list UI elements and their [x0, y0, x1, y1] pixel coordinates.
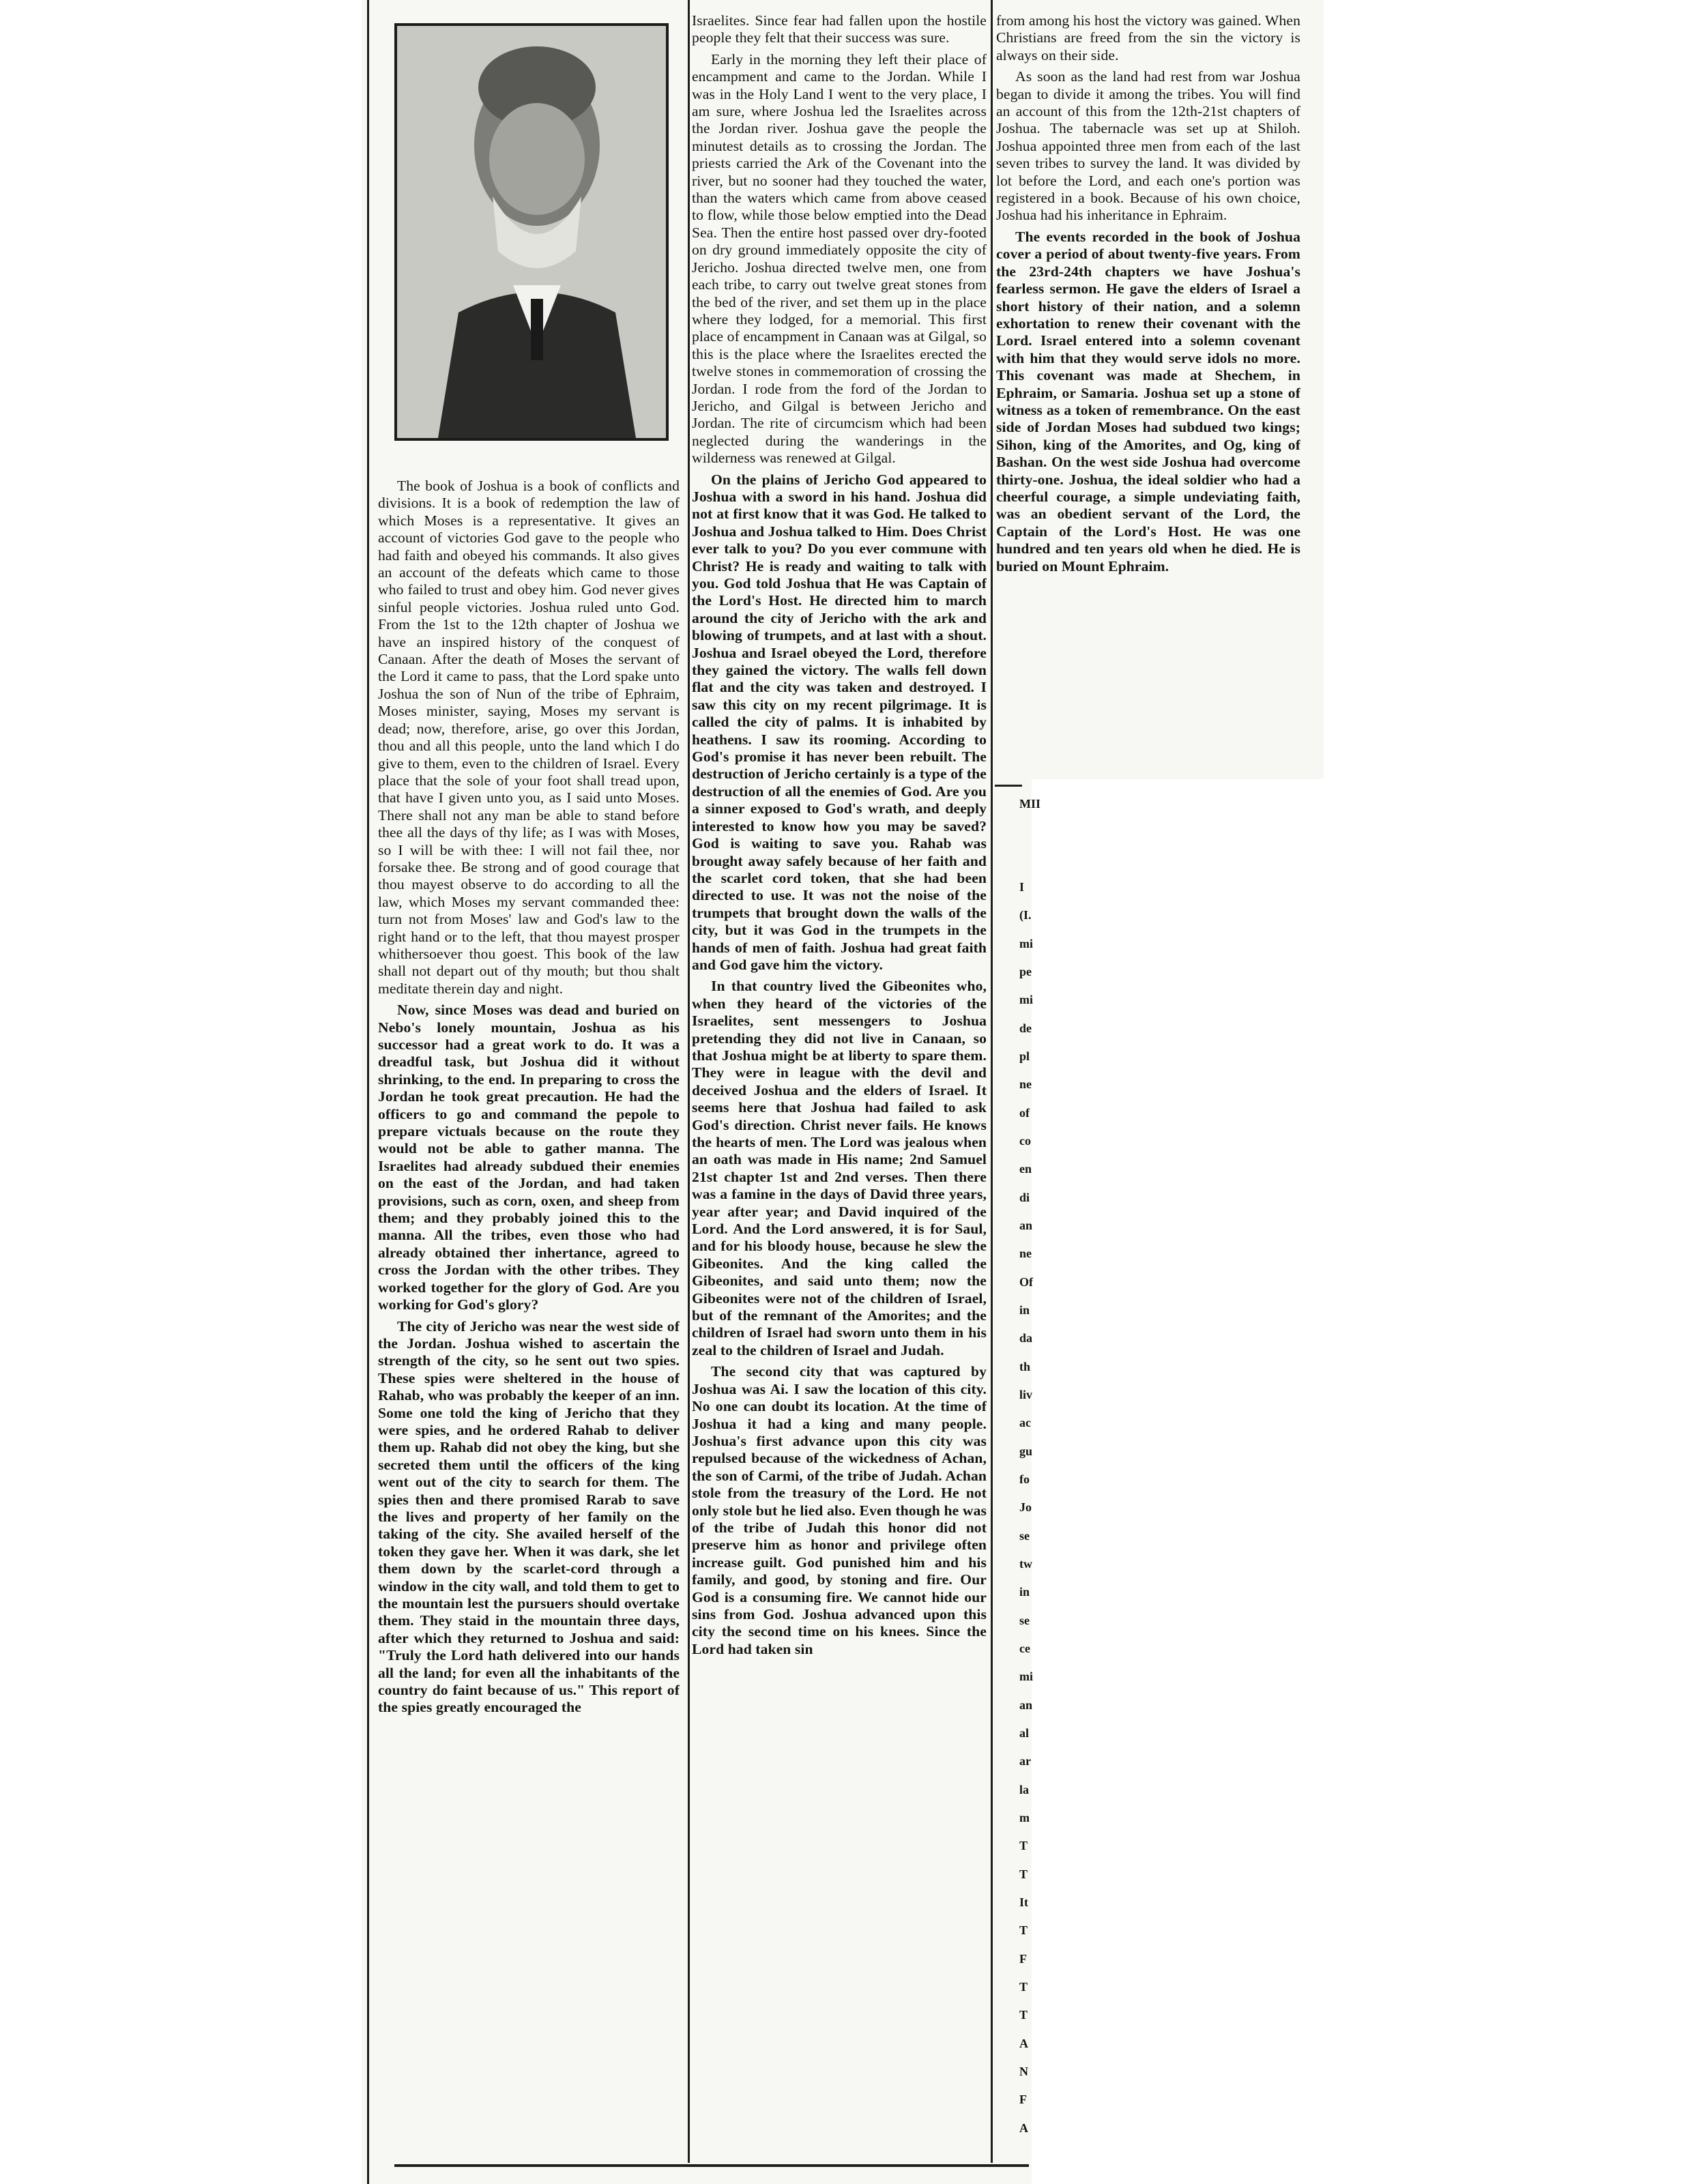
- adjacent-column-fragment: F: [1019, 1952, 1027, 1966]
- adjacent-column-fragment: di: [1019, 1191, 1030, 1204]
- adjacent-column-fragment: F: [1019, 2093, 1027, 2106]
- adjacent-column-fragment: pl: [1019, 1049, 1030, 1063]
- adjacent-column-fragment: se: [1019, 1614, 1030, 1627]
- adjacent-column-fragment: Of: [1019, 1275, 1033, 1289]
- column-3: [996, 12, 1300, 770]
- paragraph: The second city that was captured by Joshua was Ai. I saw the location of this city. No one can doubt its location. At the time of Joshua it had a king and many people. Joshua's first advance upon this city was repulsed because of the wickedness of Achan, the son of Carmi, of the tribe of Judah. Achan stole from the treasury of the Lord. He not only stole but he lied also. Even though he was of the tribe of Judah this honor did not preserve him as honor and privilege often increase guilt. God punished him and his family, and good, by stoning and fire. Our God is a consuming fire. We cannot hide our sins from God. Joshua advanced upon this city the second time on his knees. Since the Lord had taken sin: [692, 1363, 987, 1657]
- paragraph: The events recorded in the book of Joshua cover a period of about twenty-five years. From the 23rd-24th chapters we have Joshua's fearless sermon. He gave the elders of Israel a short history of their nation, and a solemn exhortation to renew their covenant with the Lord. Israel entered into a solemn covenant with him that they would serve idols no more. This covenant was made at Shechem, in Ephraim, or Samaria. Joshua set up a stone of witness as a token of remembrance. On the east side of Jordan Moses had subdued two kings; Sihon, king of the Amorites, and Og, king of Bashan. On the west side Joshua had overcome thirty-one. Joshua, the ideal soldier who had a cheerful courage, a simple undeviating faith, was an obedient servant of the Lord, the Captain of the Lord's Host. He was one hundred and ten years old when he died. He is buried on Mount Ephraim.: [996, 228, 1300, 574]
- adjacent-column-fragment: th: [1019, 1360, 1031, 1373]
- adjacent-column-fragment: (I.: [1019, 908, 1032, 922]
- adjacent-column-fragment: T: [1019, 1923, 1028, 1937]
- adjacent-column-fragment: T: [1019, 1980, 1028, 1994]
- paragraph: As soon as the land had rest from war Joshua began to divide it among the tribes. You will find an account of this from the 12th-21st chapters of Joshua. The tabernacle was set up at Shiloh. Joshua appointed three men from each of the last seven tribes to survey the land. It was divided by lot before the Lord, and each one's portion was registered in a book. Because of his own choice, Joshua had his inheritance in Ephraim.: [996, 68, 1300, 224]
- column-rule-2: [991, 0, 993, 2163]
- adjacent-column-fragment: N: [1019, 2065, 1028, 2078]
- adjacent-column-fragment: al: [1019, 1726, 1030, 1740]
- column-1: [378, 478, 680, 2163]
- adjacent-column-fragment: la: [1019, 1783, 1030, 1796]
- blank-margin: [1032, 779, 1688, 2184]
- paragraph: from among his host the victory was gained. When Christians are freed from the sin the victory is always on their side.: [996, 12, 1300, 63]
- paragraph: Israelites. Since fear had fallen upon the hostile people they felt that their success was sure.: [692, 12, 987, 46]
- adjacent-column-fragment: A: [1019, 2121, 1028, 2135]
- paragraph: Early in the morning they left their place of encampment and came to the Jordan. While I was in the Holy Land I went to the very place, I am sure, where Joshua led the Israelites across the Jordan river. Joshua gave the people the minutest details as to crossing the Jordan. The priests carried the Ark of the Covenant into the river, but no sooner had they touched the water, than the waters which came from above ceased to flow, while those below emptied into the Dead Sea. Then the entire host passed over dry-footed on dry ground immediately opposite the city of Jericho. Joshua directed twelve men, one from each tribe, to carry out twelve great stones from the bed of the river, and set them up in the place where they lodged, for a memorial. This first place of encampment in Canaan was at Gilgal, so this is the place where the Israelites erected the twelve stones in commemoration of crossing the Jordan. I rode from the ford of the Jordan to Jericho, and Gilgal is between Jericho and Jordan. The rite of circumcism which had been neglected during the wanderings in the wilderness was renewed at Gilgal.: [692, 50, 987, 467]
- column-2: [692, 12, 987, 2161]
- adjacent-column-fragment: ne: [1019, 1077, 1032, 1091]
- adjacent-column-fragment: pe: [1019, 965, 1032, 978]
- adjacent-column-fragment: of: [1019, 1106, 1030, 1120]
- adjacent-column-fragment: de: [1019, 1021, 1032, 1035]
- adjacent-column-fragment: It: [1019, 1895, 1028, 1909]
- column-rule-1: [688, 0, 690, 2163]
- paragraph: The city of Jericho was near the west side of the Jordan. Joshua wished to ascertain the strength of the city, so he sent out two spies. These spies were sheltered in the house of Rahab, who was probably the keeper of an inn. Some one told the king of Jericho that they were spies, and he ordered Rahab to deliver them up. Rahab did not obey the king, but she secreted them until the officers of the king went out of the city to search for them. The spies then and there promised Rarab to save the lives and property of her family on the taking of the city. She availed herself of the token they gave her. When it was dark, she let them down by the scarlet-cord through a window in the city wall, and told them to get to the mountain lest the pursuers should overtake them. They staid in the mountain three days, after which they returned to Joshua and said: "Truly the Lord hath delivered into our hands all the land; for even all the inhabitants of the country do faint because of us." This report of the spies greatly encouraged the: [378, 1317, 680, 1716]
- adjacent-column-fragment: da: [1019, 1331, 1033, 1345]
- adjacent-column-fragment: an: [1019, 1698, 1033, 1712]
- section-rule: [995, 785, 1022, 787]
- adjacent-column-fragment: ac: [1019, 1416, 1031, 1429]
- adjacent-column-fragment: liv: [1019, 1388, 1033, 1401]
- author-portrait: [394, 23, 669, 441]
- adjacent-column-fragment: se: [1019, 1529, 1030, 1543]
- adjacent-column-heading: MII: [1019, 797, 1041, 811]
- paragraph: On the plains of Jericho God appeared to Joshua with a sword in his hand. Joshua did not at first know that it was God. He talked to Joshua and Joshua talked to Him. Does Christ ever talk to you? Do you ever commune with Christ? He is ready and waiting to talk with you. God told Joshua that He was Captain of the Lord's Host. He directed him to march around the city of Jericho with the ark and blowing of trumpets, and at last with a shout. Joshua and Israel obeyed the Lord, therefore they gained the victory. The walls fell down flat and the city was taken and destroyed. I saw this city on my recent pilgrimage. It is called the city of palms. It is inhabited by heathens. I saw its rooming. According to God's promise it has never been rebuilt. The destruction of Jericho certainly is a type of the destruction of all the enemies of God. Are you a sinner exposed to God's wrath, and deeply interested to know how you may be saved? God is waiting to save you. Rahab was brought away safely because of her faith and the scarlet cord token, that she had been directed to use. It was not the noise of the trumpets that brought down the walls of the city, but it was God in the trumpets in the hands of men of faith. Joshua had great faith and God gave him the victory.: [692, 471, 987, 973]
- adjacent-column-fragment: mi: [1019, 1670, 1033, 1683]
- adjacent-column-fragment: mi: [1019, 937, 1033, 950]
- adjacent-column-fragment: T: [1019, 2008, 1028, 2022]
- adjacent-column-fragment: en: [1019, 1162, 1032, 1176]
- adjacent-column-fragment: mi: [1019, 993, 1033, 1006]
- paragraph: Now, since Moses was dead and buried on Nebo's lonely mountain, Joshua as his successor had a great work to do. It was a dreadful task, but Joshua did it without shrinking, to the end. In preparing to cross the Jordan he took great precaution. He had the officers to go and command the pepole to prepare victuals because on the route they would not be able to gather manna. The Israelites had already subdued their enemies on the east of the Jordan, and had taken provisions, such as corn, oxen, and sheep from them; and they probably joined this to the manna. All the tribes, even those who had already obtained ther inhertance, agreed to cross the Jordan with the other tribes. They worked together for the glory of God. Are you working for God's glory?: [378, 1002, 680, 1313]
- adjacent-column-fragment: ne: [1019, 1247, 1032, 1260]
- paragraph: In that country lived the Gibeonites who, when they heard of the victories of the Israelites, sent messengers to Joshua pretending they did not live in Canaan, so that Joshua might be at liberty to spare them. They were in league with the devil and deceived Joshua and the elders of Israel. It seems here that Joshua had failed to ask God's direction. Christ never fails. He knows the hearts of men. The Lord was jealous when an oath was made in His name; 2nd Samuel 21st chapter 1st and 2nd verses. Then there was a famine in the days of David three years, year after year; and David inquired of the Lord. And the Lord answered, it is for Saul, and for his bloody house, because he slew the Gibeonites. And the king called the Gibeonites, and said unto them; now the Gibeonites were not of the children of Israel, but of the remnant of the Amorites; and the children of Israel had sworn unto them in his zeal to the children of Israel and Judah.: [692, 978, 987, 1358]
- adjacent-column-fragment: A: [1019, 2037, 1028, 2050]
- adjacent-column-fragment: m: [1019, 1811, 1030, 1824]
- adjacent-column-fragment: co: [1019, 1134, 1031, 1148]
- bottom-rule: [394, 2164, 1029, 2167]
- adjacent-column-fragment: T: [1019, 1839, 1028, 1852]
- adjacent-column-fragment: an: [1019, 1219, 1033, 1232]
- adjacent-column-fragment: in: [1019, 1303, 1030, 1317]
- adjacent-column-fragment: ce: [1019, 1642, 1030, 1655]
- adjacent-column-fragment: tw: [1019, 1557, 1032, 1571]
- adjacent-column-fragment: I: [1019, 880, 1025, 894]
- adjacent-column-fragment: in: [1019, 1585, 1030, 1599]
- adjacent-column-fragment: gu: [1019, 1444, 1033, 1458]
- paragraph: The book of Joshua is a book of conflicts and divisions. It is a book of redemption the law of which Moses is a representative. It gives an account of victories God gave to the people who had faith and obeyed his commands. It also gives an account of the defeats which came to those who failed to trust and obey him. God never gives sinful people victories. Joshua ruled unto God. From the 1st to the 12th chapter of Joshua we have an inspired history of the conquest of Canaan. After the death of Moses the servant of the Lord it came to pass, that the Lord spake unto Joshua the son of Nun of the tribe of Ephraim, Moses minister, saying, Moses my servant is dead; now, therefore, arise, go over this Jordan, thou and all this people, unto the land which I do give to them, even to the children of Israel. Every place that the sole of your foot shall tread upon, that have I given unto you, as I said unto Moses. There shall not any man be able to stand before thee all the days of thy life; as I was with Moses, so I will be with thee: I will not fail thee, nor forsake thee. Be strong and of good courage that thou mayest observe to do according to all the law, which Moses my servant commanded thee: turn not from Moses' law and God's law to the right hand or to the left, that thou mayest prosper whithersoever thou goest. This book of the law shall not depart out of thy mouth; but thou shalt meditate therein day and night.: [378, 478, 680, 997]
- adjacent-column-fragment: fo: [1019, 1472, 1030, 1486]
- adjacent-column-fragment: Jo: [1019, 1500, 1032, 1514]
- left-border-rule: [367, 0, 369, 2184]
- adjacent-column-fragment: T: [1019, 1867, 1028, 1881]
- adjacent-column-fragment: ar: [1019, 1754, 1031, 1768]
